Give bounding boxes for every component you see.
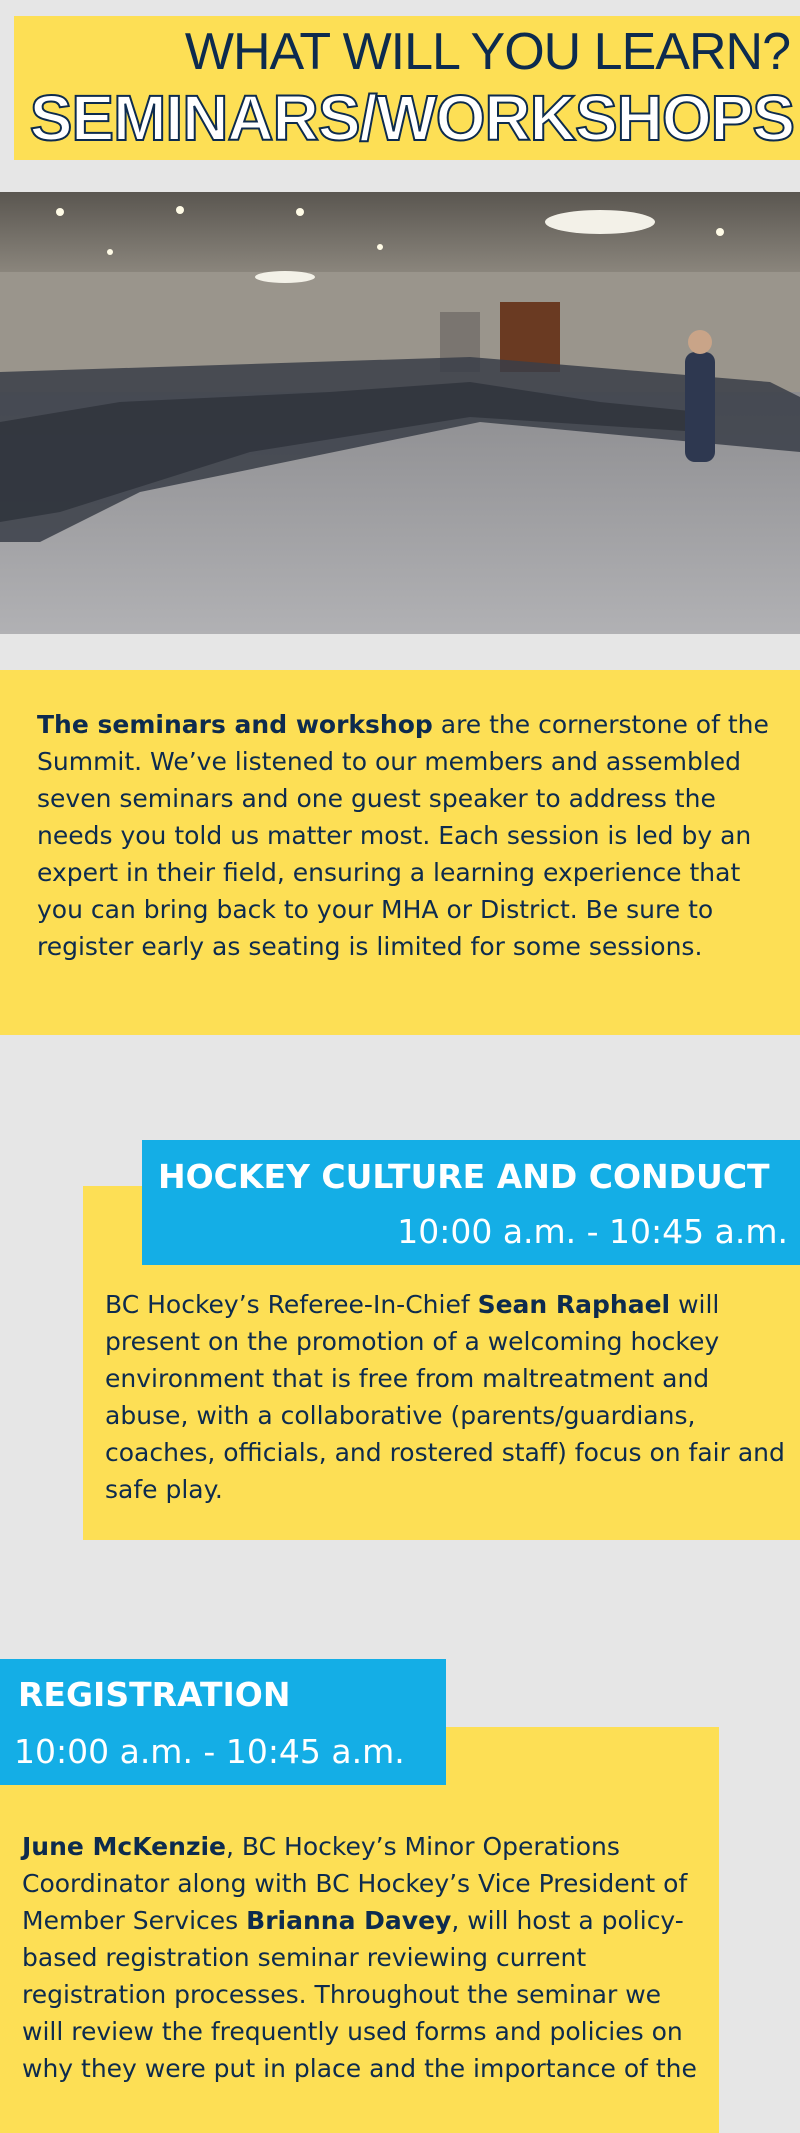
intro-paragraph [37, 706, 777, 965]
speaker-name: Sean Raphael [477, 1290, 671, 1319]
session-time: 10:00 a.m. - 10:45 a.m. [397, 1212, 788, 1251]
header-question: WHAT WILL YOU LEARN? [184, 23, 790, 81]
session-title: REGISTRATION [18, 1675, 291, 1714]
seminar-room-illustration [0, 192, 800, 634]
seminar-photo [0, 192, 800, 634]
session-text: , BC Hockey’s Minor Operations Coordinator along with BC Hockey’s Vice President of Member Services [22, 1832, 688, 1935]
intro-section [0, 670, 800, 1035]
session-text: BC Hockey’s Referee-In-Chief [105, 1290, 478, 1319]
session-description [105, 1286, 785, 1508]
session-text: will present on the promotion of a welcoming hockey environment that is free from maltreatment and abuse, with a collaborative (parents/guardians, coaches, officials, and rostered staff) focus on fair and safe play. [105, 1290, 785, 1504]
session-title: HOCKEY CULTURE AND CONDUCT [158, 1157, 770, 1196]
intro-bold-lead: The seminars and workshop [37, 710, 433, 739]
session-header-registration [0, 1659, 446, 1785]
session-text: , will host a policy-based registration seminar reviewing current registration processes. Throughout the seminar we will review the frequently used forms and policies on why they were put in place and the importance of the [22, 1906, 697, 2083]
speaker-name: Brianna Davey [246, 1906, 452, 1935]
speaker-name: June McKenzie [22, 1832, 227, 1861]
session-header-hockey-culture [142, 1140, 800, 1265]
session-description [22, 1828, 702, 2087]
session-card-registration [0, 1727, 719, 2133]
session-time: 10:00 a.m. - 10:45 a.m. [14, 1732, 405, 1771]
header-banner [14, 16, 800, 160]
intro-text: are the cornerstone of the Summit. We’ve listened to our members and assembled seven seminars and one guest speaker to address the needs you told us matter most. Each session is led by an expert in their field, ensuring a learning experience that you can bring back to your MHA or District. Be sure to register early as seating is limited for some sessions. [37, 710, 769, 961]
page-title: SEMINARS/WORKSHOPS [29, 82, 794, 154]
